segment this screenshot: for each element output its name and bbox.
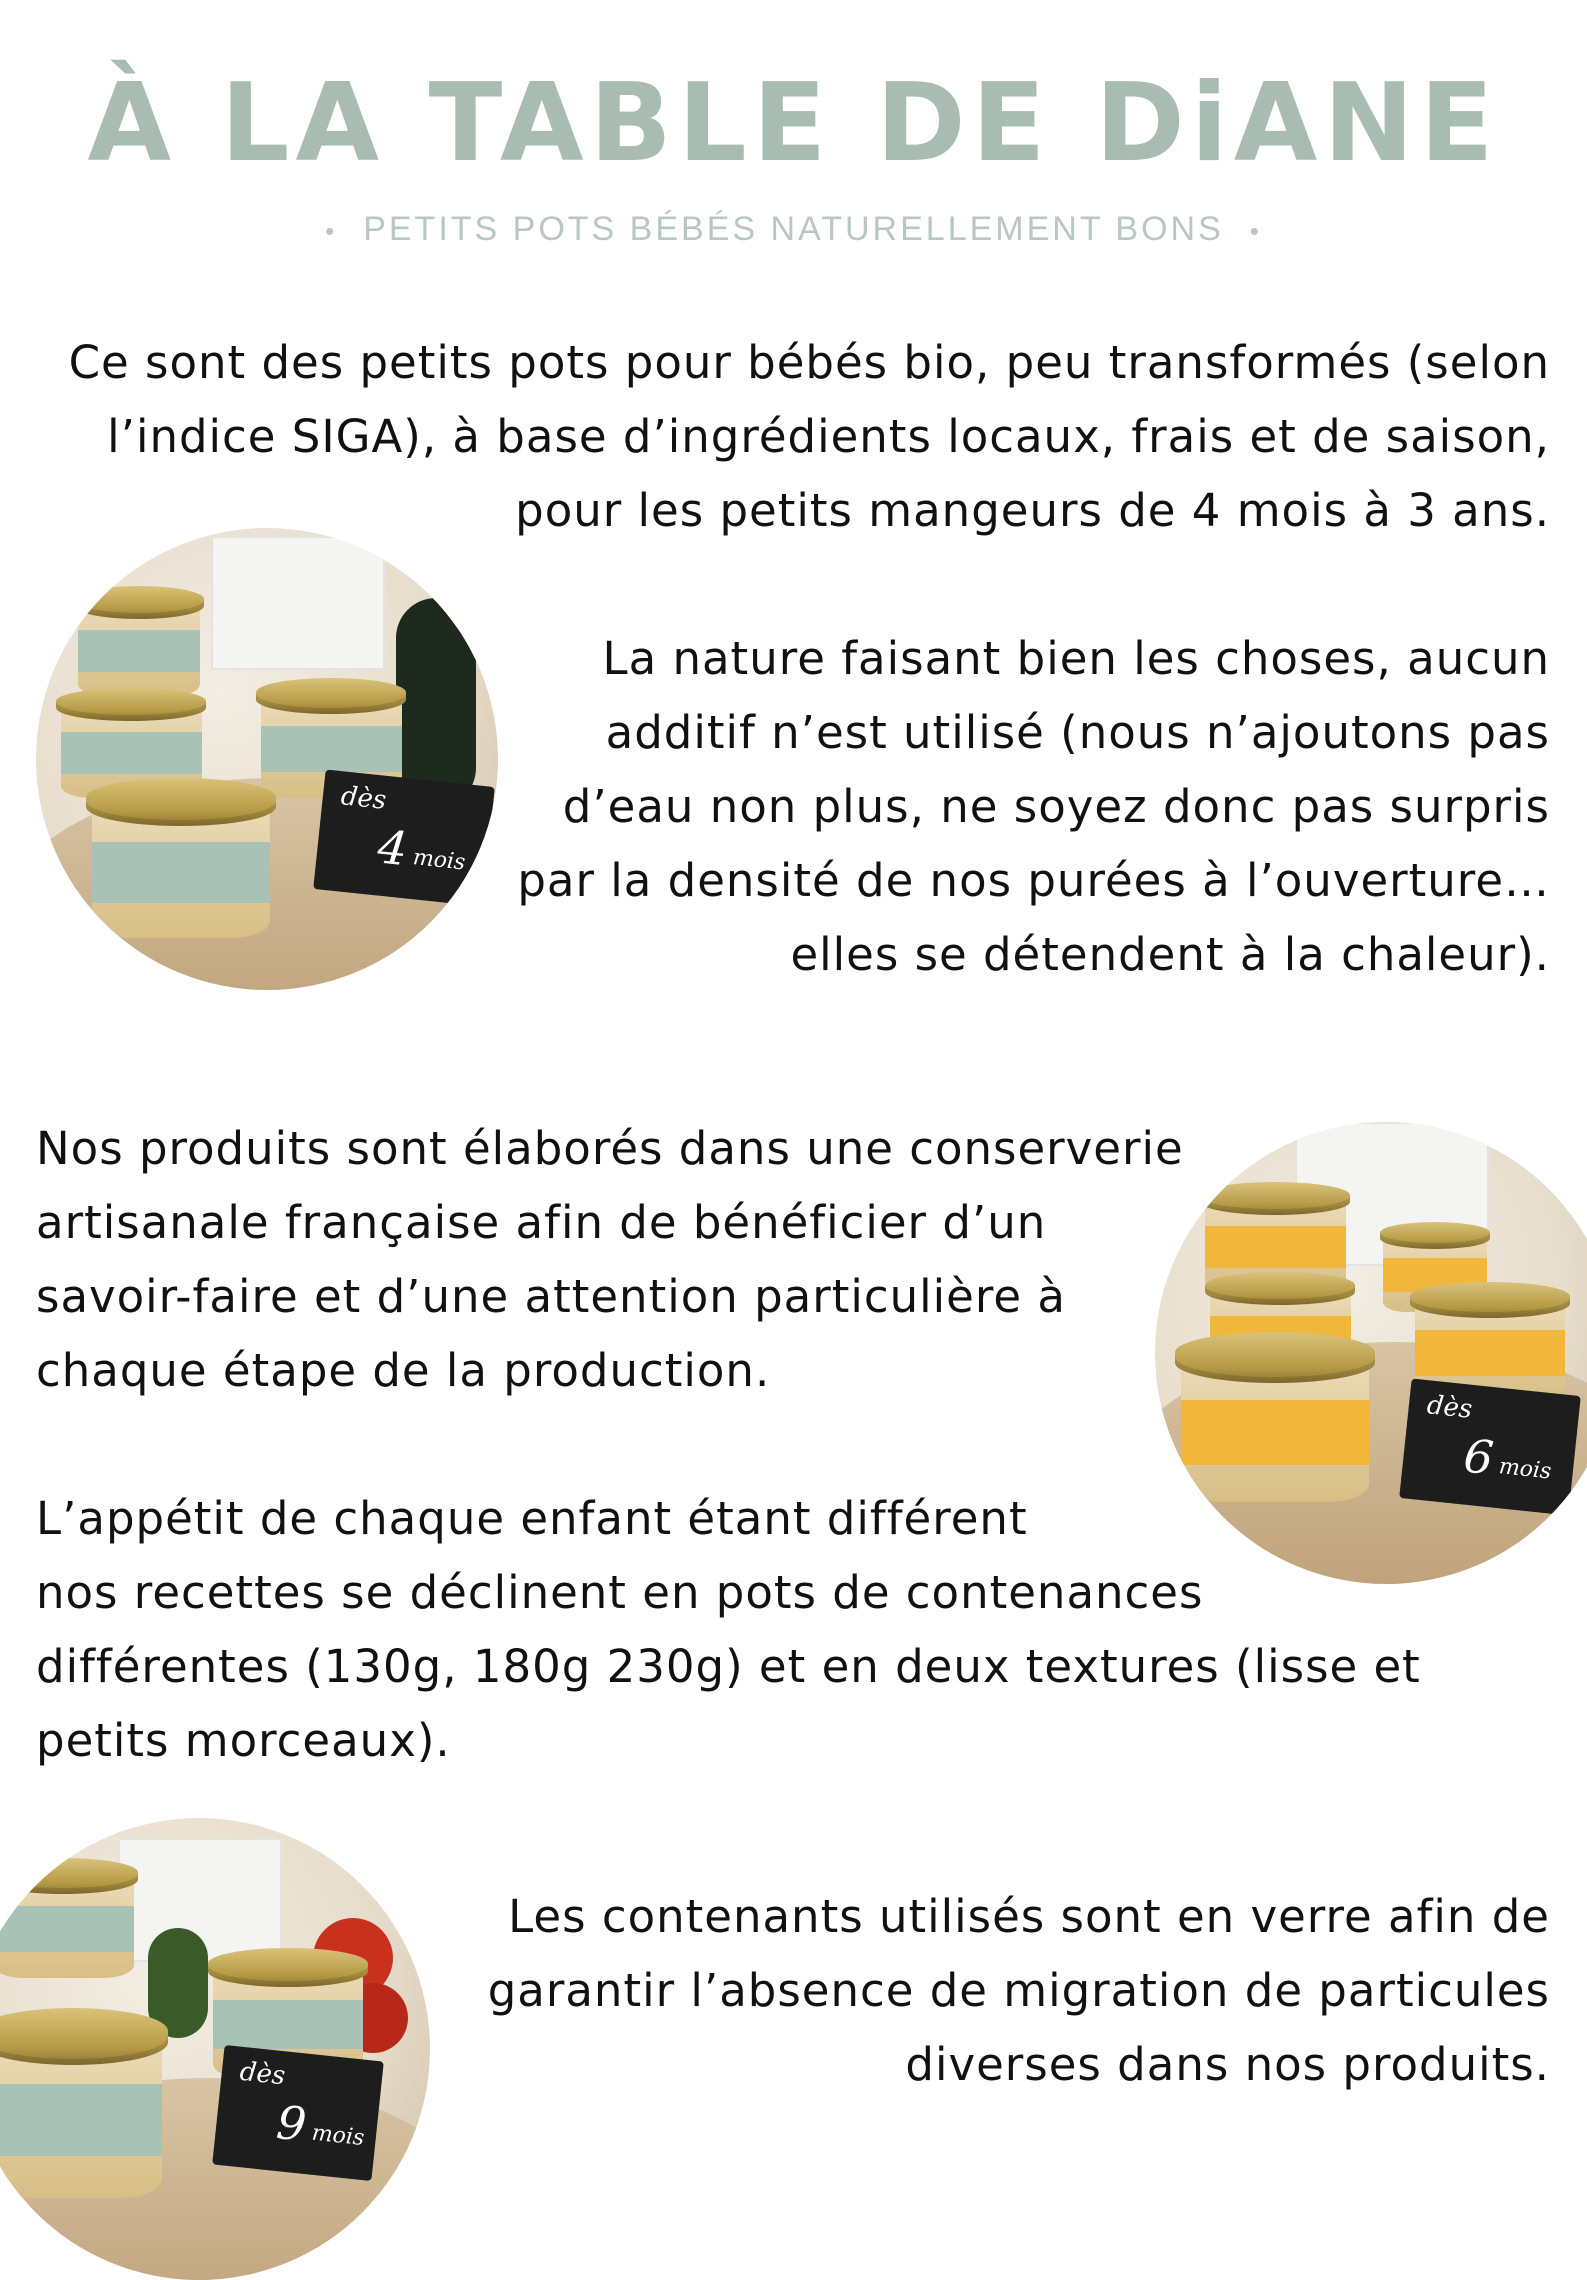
production-paragraph [36,1112,1186,1408]
appetite-line: différentes (130g, 180g 230g) et en deux textures (lisse et [36,1640,1421,1693]
chalkboard-sign [212,2045,384,2181]
jar [0,1858,138,1978]
jar [86,778,276,938]
illustration-card [211,536,385,670]
chalk-des: dès [1425,1390,1474,1425]
chalk-age: 4 [375,819,410,877]
production-line: chaque étape de la production. [36,1344,771,1397]
chalk-age: 6 [1461,1428,1496,1486]
brand-title: À LA TABLE DE DiANE [87,61,1500,186]
chalk-des: dès [339,781,388,816]
production-line: artisanale française afin de bénéficier d’un [36,1196,1047,1249]
product-photo-9-months [0,1818,430,2280]
intro-line: pour les petits mangeurs de 4 mois à 3 ans. [515,484,1550,537]
product-photo-4-months [36,528,498,990]
nature-line: d’eau non plus, ne soyez donc pas surpris [562,780,1550,833]
nature-paragraph [500,622,1550,992]
production-line: Nos produits sont élaborés dans une conserverie [36,1122,1184,1175]
chalk-mois: mois [310,2120,366,2151]
chalkboard-sign [313,769,495,906]
zucchini [396,598,476,808]
chalk-mois: mois [411,845,467,876]
glass-paragraph [440,1880,1550,2102]
intro-line: l’indice SIGA), à base d’ingrédients locaux, frais et de saison, [107,410,1550,463]
tagline-text: PETITS POTS BÉBÉS NATURELLEMENT BONS [363,210,1224,248]
glass-line: Les contenants utilisés sont en verre afin de [508,1890,1550,1943]
tagline-bullet-right: • [1249,215,1262,246]
jar [74,586,204,696]
chalk-des: dès [238,2056,287,2092]
nature-line: additif n’est utilisé (nous n’ajoutons pas [605,706,1550,759]
appetite-line: L’appétit de chaque enfant étant différent [36,1492,1028,1545]
appetite-paragraph [36,1482,1516,1778]
nature-line: elles se détendent à la chaleur). [790,928,1550,981]
tagline-bullet-left: • [325,215,338,246]
nature-line: La nature faisant bien les choses, aucun [602,632,1550,685]
intro-paragraph [30,326,1550,548]
tagline [0,210,1587,249]
appetite-line: petits morceaux). [36,1714,451,1767]
chalk-mois: mois [1497,1454,1553,1485]
chalk-age: 9 [274,2094,309,2152]
jar [0,2008,168,2198]
nature-line: par la densité de nos purées à l’ouverture… [517,854,1550,907]
production-line: savoir-faire et d’une attention particulière à [36,1270,1066,1323]
intro-line: Ce sont des petits pots pour bébés bio, peu transformés (selon [68,336,1550,389]
glass-line: diverses dans nos produits. [905,2038,1550,2091]
glass-line: garantir l’absence de migration de particules [487,1964,1550,2017]
jar [1175,1332,1375,1502]
appetite-line: nos recettes se déclinent en pots de contenances [36,1566,1204,1619]
